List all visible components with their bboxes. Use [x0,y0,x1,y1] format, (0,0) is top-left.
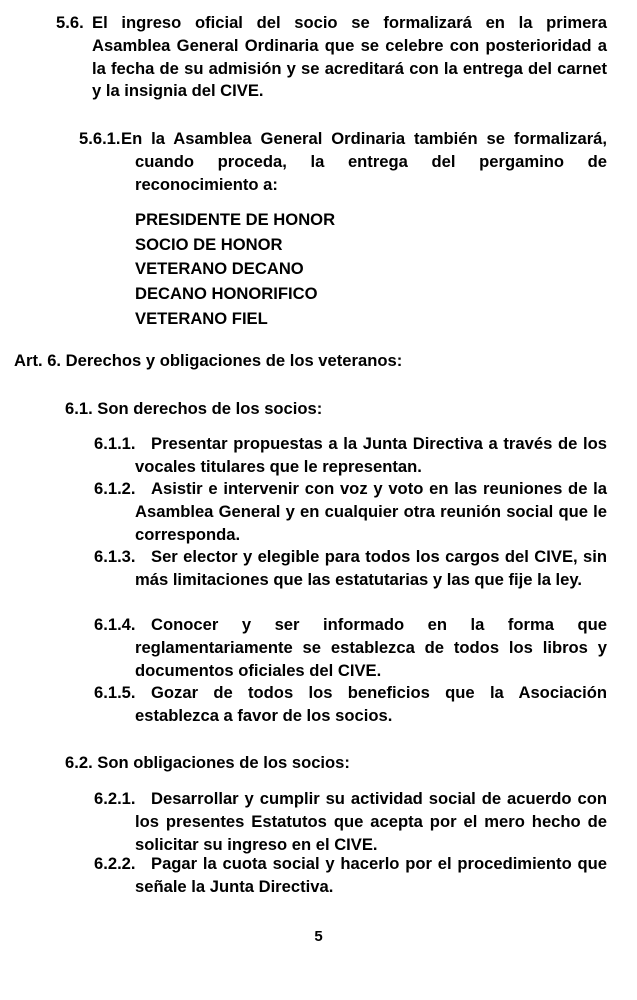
list-item: DECANO HONORIFICO [135,284,318,304]
clause-text: Ser elector y elegible para todos los cargos del CIVE, sin más limitaciones que las estatutarias y las que fije la ley. [135,547,607,589]
clause-text: Asistir e intervenir con voz y voto en las reuniones de la Asamblea General y en cualquier otra reunión social que le corresponda. [135,479,607,544]
clause-text: Pagar la cuota social y hacerlo por el procedimiento que señale la Junta Directiva. [135,854,607,896]
clause-6-1-3 [94,546,607,592]
clause-6-2-2 [94,853,607,899]
clause-number: 6.2.1. [94,789,136,808]
honor-list [135,208,335,332]
clause-6-1-4 [94,614,607,682]
clause-6-1-5 [94,682,607,728]
clause-text: Conocer y ser informado en la forma que reglamentariamente se establezca de todos los libros y documentos oficiales del CIVE. [135,615,607,680]
clause-number: 6.1.3. [94,547,136,566]
list-item: SOCIO DE HONOR [135,234,283,254]
section-heading-6-2: 6.2. Son obligaciones de los socios: [65,753,350,772]
clause-6-1-1 [94,433,607,479]
clause-number: 6.1.5. [94,683,136,702]
clause-text: En la Asamblea General Ordinaria también se formalizará, cuando proceda, la entrega del pergamino de reconocimiento a: [121,129,607,194]
clause-number: 6.1.1. [94,434,136,453]
clause-6-1-2 [94,478,607,546]
article-heading: Art. 6. Derechos y obligaciones de los veteranos: [14,351,403,370]
clause-5-6-1 [79,128,607,196]
clause-number: 5.6. [56,13,84,32]
clause-number: 6.1.4. [94,615,136,634]
list-item: PRESIDENTE DE HONOR [135,210,336,229]
clause-number: 6.2.2. [94,854,136,873]
clause-text: Gozar de todos los beneficios que la Asociación establezca a favor de los socios. [135,683,607,725]
page-number: 5 [314,928,323,945]
clause-number: 6.1.2. [94,479,136,498]
section-heading-6-1: 6.1. Son derechos de los socios: [65,399,323,418]
list-item: VETERANO FIEL [135,308,268,328]
list-item: VETERANO DECANO [135,259,304,279]
clause-number: 5.6.1. [79,129,121,148]
clause-5-6 [56,12,607,103]
clause-text: Presentar propuestas a la Junta Directiva a través de los vocales titulares que le representan. [135,434,607,476]
clause-text: Desarrollar y cumplir su actividad social de acuerdo con los presentes Estatutos que acepta por el mero hecho de solicitar su ingreso en el CIVE. [135,789,607,854]
clause-6-2-1 [94,788,607,856]
clause-text: El ingreso oficial del socio se formalizará en la primera Asamblea General Ordinaria que se celebre con posterioridad a la fecha de su admisión y se acreditará con la entrega del carnet y la insignia del CIVE. [92,13,607,101]
